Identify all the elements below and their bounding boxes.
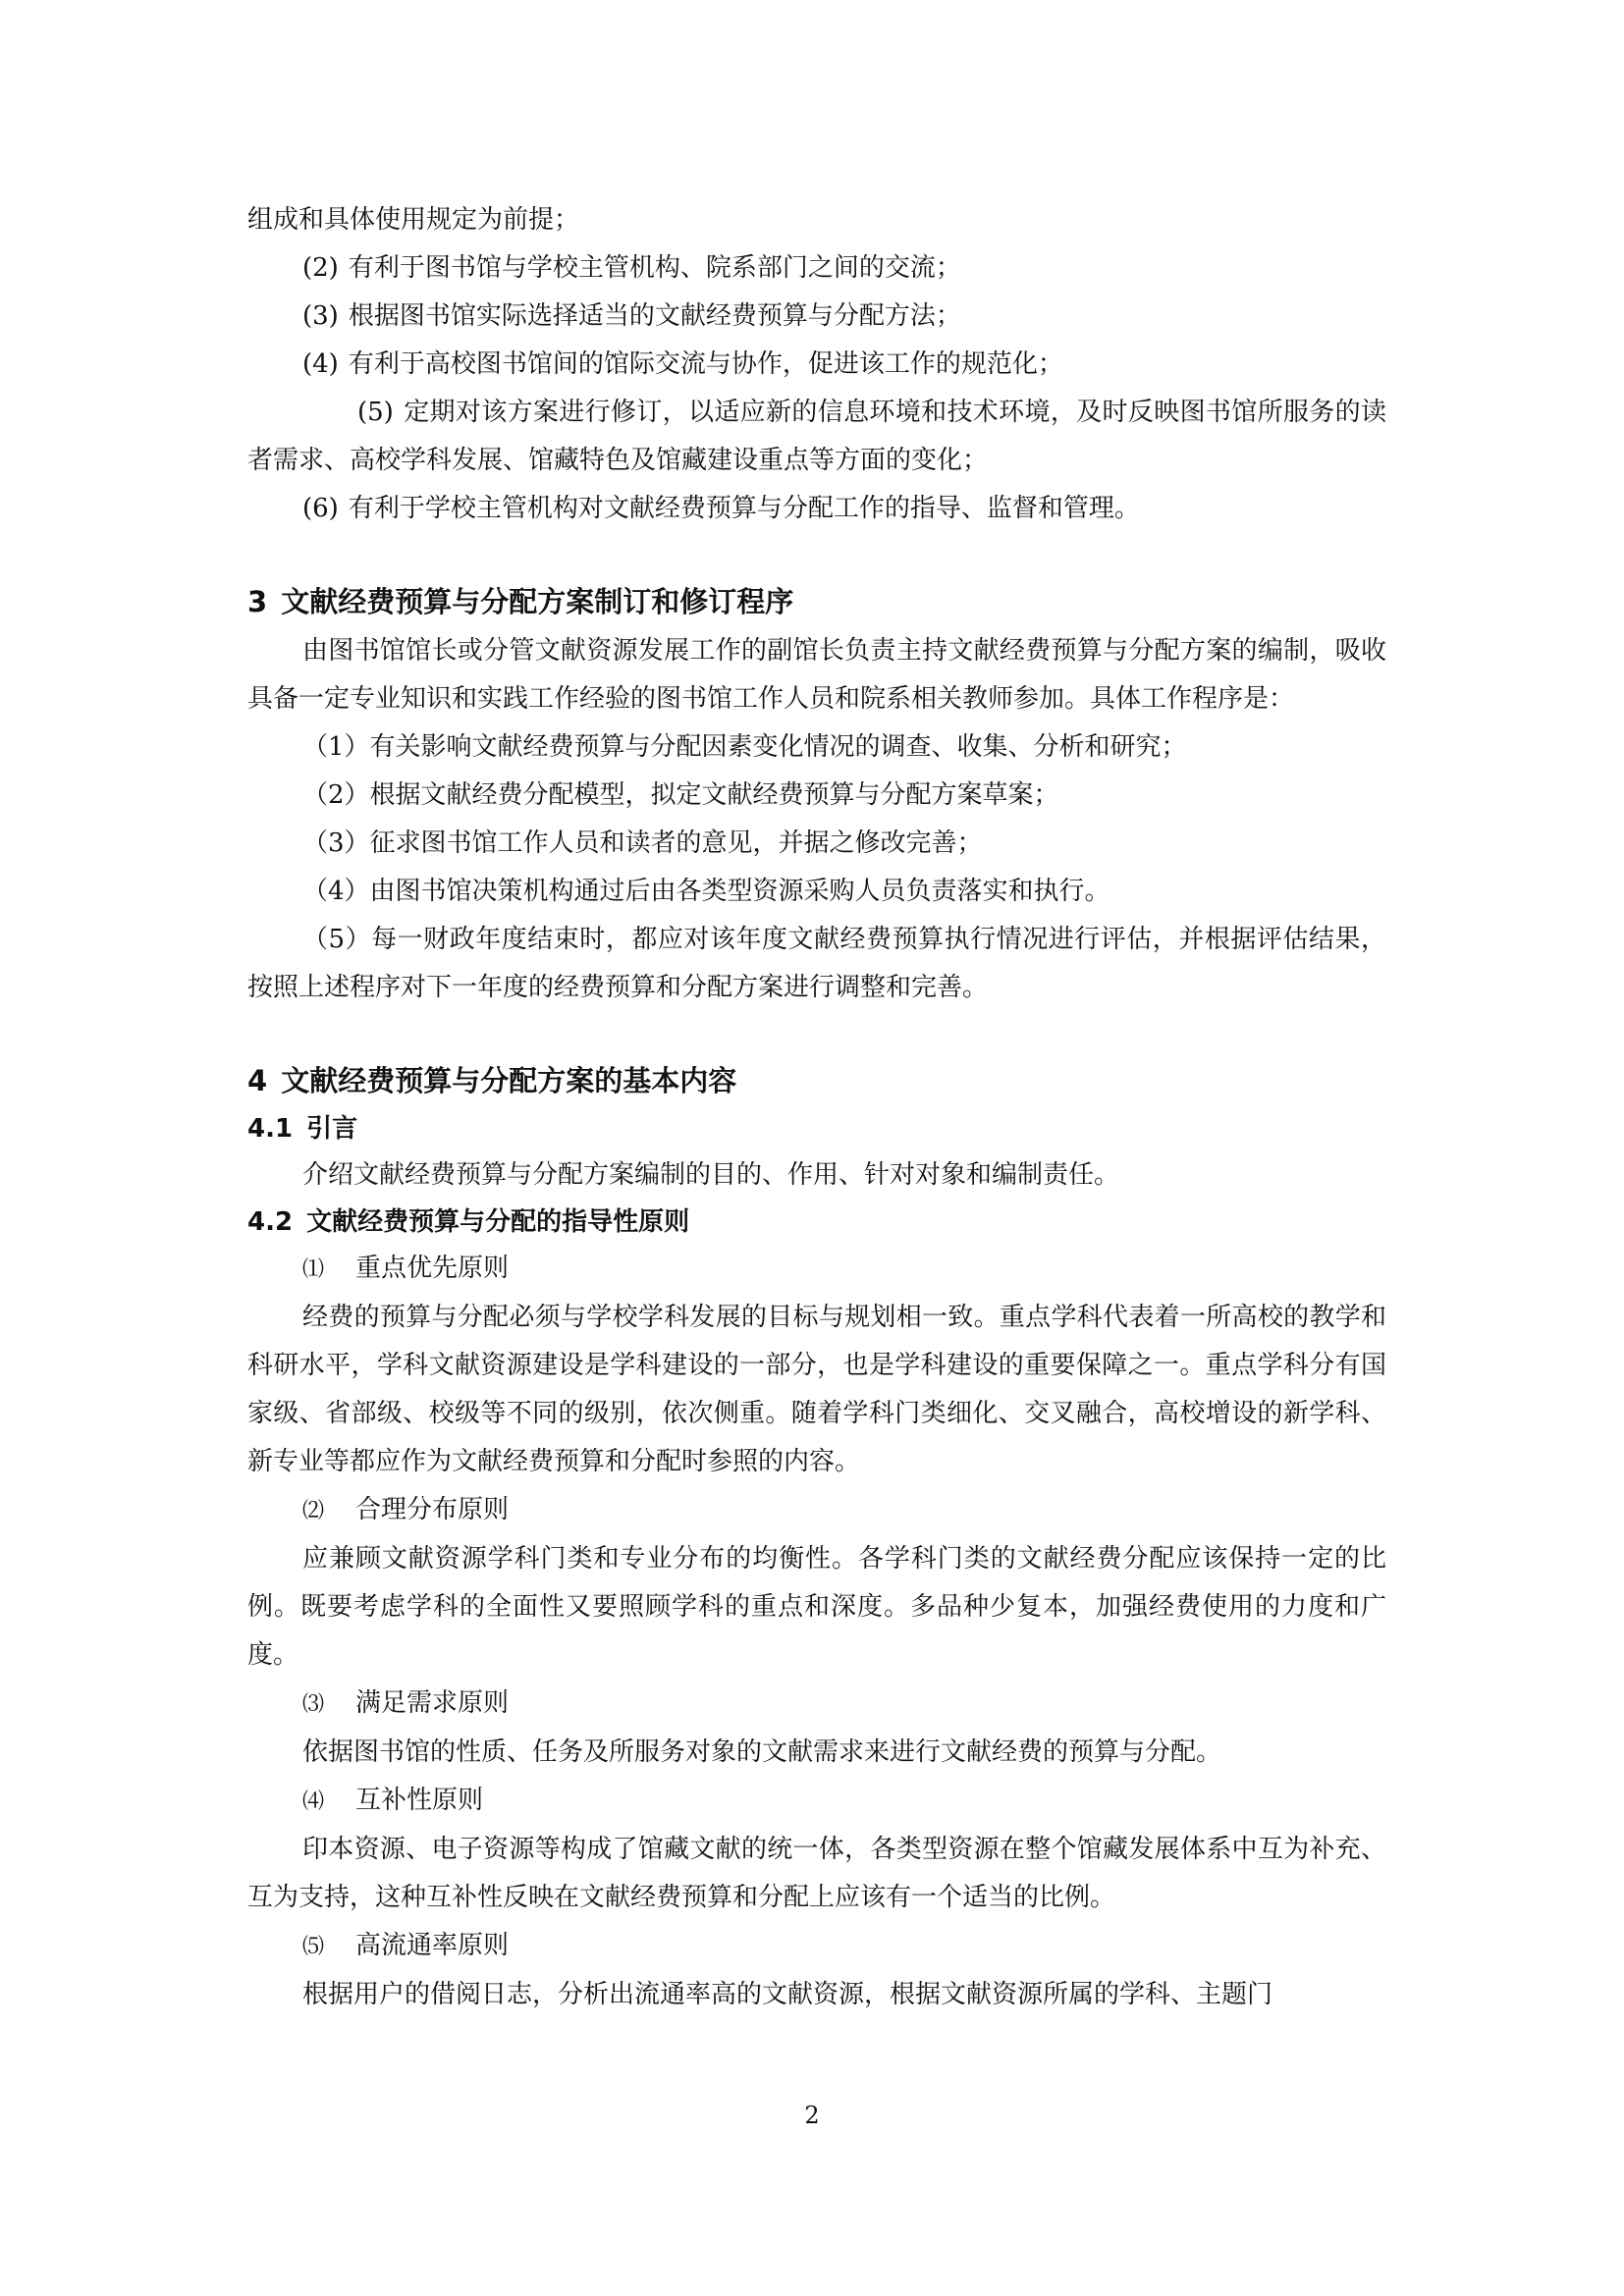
principle-title [247,1680,1386,1729]
list-text: 每一财政年度结束时，都应对该年度文献经费预算执行情况进行评估，并根据评估结果，按照上述程序对下一年度的经费预算和分配方案进行调整和完善。 [247,925,1386,1002]
principle-name: 重点优先原则 [355,1254,510,1283]
principle-text: 应兼顾文献资源学科门类和专业分布的均衡性。各学科门类的文献经费分配应该保持一定的比例。既要考虑学科的全面性又要照顾学科的重点和深度。多品种少复本，加强经费使用的力度和广度。 [247,1544,1386,1670]
principle-number: ⑴ [302,1257,325,1282]
list-text: 有关影响文献经费预算与分配因素变化情况的调查、收集、分析和研究； [369,732,1187,762]
section-3-steps [247,723,1386,1012]
section-title: 文献经费预算与分配方案制订和修订程序 [281,585,794,618]
principle-text: 印本资源、电子资源等构成了馆藏文献的统一体，各类型资源在整个馆藏发展体系中互为补充、互为支持，这种互补性反映在文献经费预算和分配上应该有一个适当的比例。 [247,1835,1386,1912]
list-text: 定期对该方案进行修订，以适应新的信息环境和技术环境，及时反映图书馆所服务的读者需求、高校学科发展、馆藏特色及馆藏建设重点等方面的变化； [247,398,1386,475]
principle-name: 合理分布原则 [355,1495,510,1524]
principle-number: ⑷ [302,1789,325,1814]
list-number: （3） [302,828,370,858]
principle-title [247,1922,1386,1971]
list-item [247,772,1386,820]
principle-text: 经费的预算与分配必须与学校学科发展的目标与规划相一致。重点学科代表着一所高校的教学和科研水平，学科文献资源建设是学科建设的一部分，也是学科建设的重要保障之一。重点学科分有国家级、省部级、校级等不同的级别，依次侧重。随着学科门类细化、交叉融合，高校增设的新学科、新专业等都应作为文献经费预算和分配时参照的内容。 [247,1303,1386,1476]
principle-number: ⑶ [302,1692,325,1717]
principle-number: ⑵ [302,1499,325,1523]
page-content [247,196,1386,2019]
section-3-heading [247,576,1386,627]
principle-title [247,1245,1386,1294]
list-text: 由图书馆决策机构通过后由各类型资源采购人员负责落实和执行。 [369,877,1110,906]
continued-line: 组成和具体使用规定为前提； [247,205,580,235]
list-text: 根据文献经费分配模型，拟定文献经费预算与分配方案草案； [369,780,1059,810]
principle-name: 高流通率原则 [355,1931,510,1960]
list-item [247,485,1386,533]
section-title: 文献经费预算与分配方案的基本内容 [281,1064,737,1097]
list-text: 有利于高校图书馆间的馆际交流与协作，促进该工作的规范化； [348,349,1063,379]
list-text: 有利于图书馆与学校主管机构、院系部门之间的交流； [348,253,961,283]
list-text: 征求图书馆工作人员和读者的意见，并据之修改完善； [369,828,983,858]
list-item [247,341,1386,389]
list-a [247,244,1386,533]
list-text: 有利于学校主管机构对文献经费预算与分配工作的指导、监督和管理。 [348,494,1140,523]
subsection-number: 4.1 [247,1114,294,1144]
section-number: 3 [247,585,268,618]
principle-title [247,1777,1386,1826]
list-item [247,389,1386,485]
principle-number: ⑸ [302,1935,325,1959]
list-item [247,820,1386,868]
list-number: （4） [302,877,370,906]
list-number: （1） [302,732,370,762]
list-number: (4) [302,349,339,379]
list-item [247,868,1386,916]
list-number: （5） [302,925,372,954]
section-3-intro: 由图书馆馆长或分管文献资源发展工作的副馆长负责主持文献经费预算与分配方案的编制，吸收具备一定专业知识和实践工作经验的图书馆工作人员和院系相关教师参加。具体工作程序是： [247,636,1386,714]
principle-name: 互补性原则 [355,1786,484,1815]
subsection-title: 文献经费预算与分配的指导性原则 [306,1207,690,1237]
subsection-title: 引言 [306,1114,358,1144]
section-4-heading [247,1055,1386,1106]
list-number: （2） [302,780,370,810]
list-item [247,723,1386,772]
section-number: 4 [247,1064,268,1097]
principle-text: 根据用户的借阅日志，分析出流通率高的文献资源，根据文献资源所属的学科、主题门 [302,1980,1273,2009]
section-4-1-text: 介绍文献经费预算与分配方案编制的目的、作用、针对对象和编制责任。 [302,1160,1120,1190]
principle-name: 满足需求原则 [355,1688,510,1718]
subsection-number: 4.2 [247,1207,294,1237]
section-4-2-heading [247,1200,1386,1245]
section-4-1-heading [247,1106,1386,1151]
principle-title [247,1486,1386,1535]
principles-list [247,1245,1386,2019]
list-item [247,293,1386,341]
list-item [247,916,1386,1012]
principle-text: 依据图书馆的性质、任务及所服务对象的文献需求来进行文献经费的预算与分配。 [302,1737,1222,1767]
list-number: (5) [357,398,394,427]
page-number: 2 [804,2102,820,2129]
list-item [247,244,1386,293]
list-number: (3) [302,301,339,331]
list-text: 根据图书馆实际选择适当的文献经费预算与分配方法； [348,301,961,331]
list-number: (6) [302,494,339,523]
list-number: (2) [302,253,339,283]
